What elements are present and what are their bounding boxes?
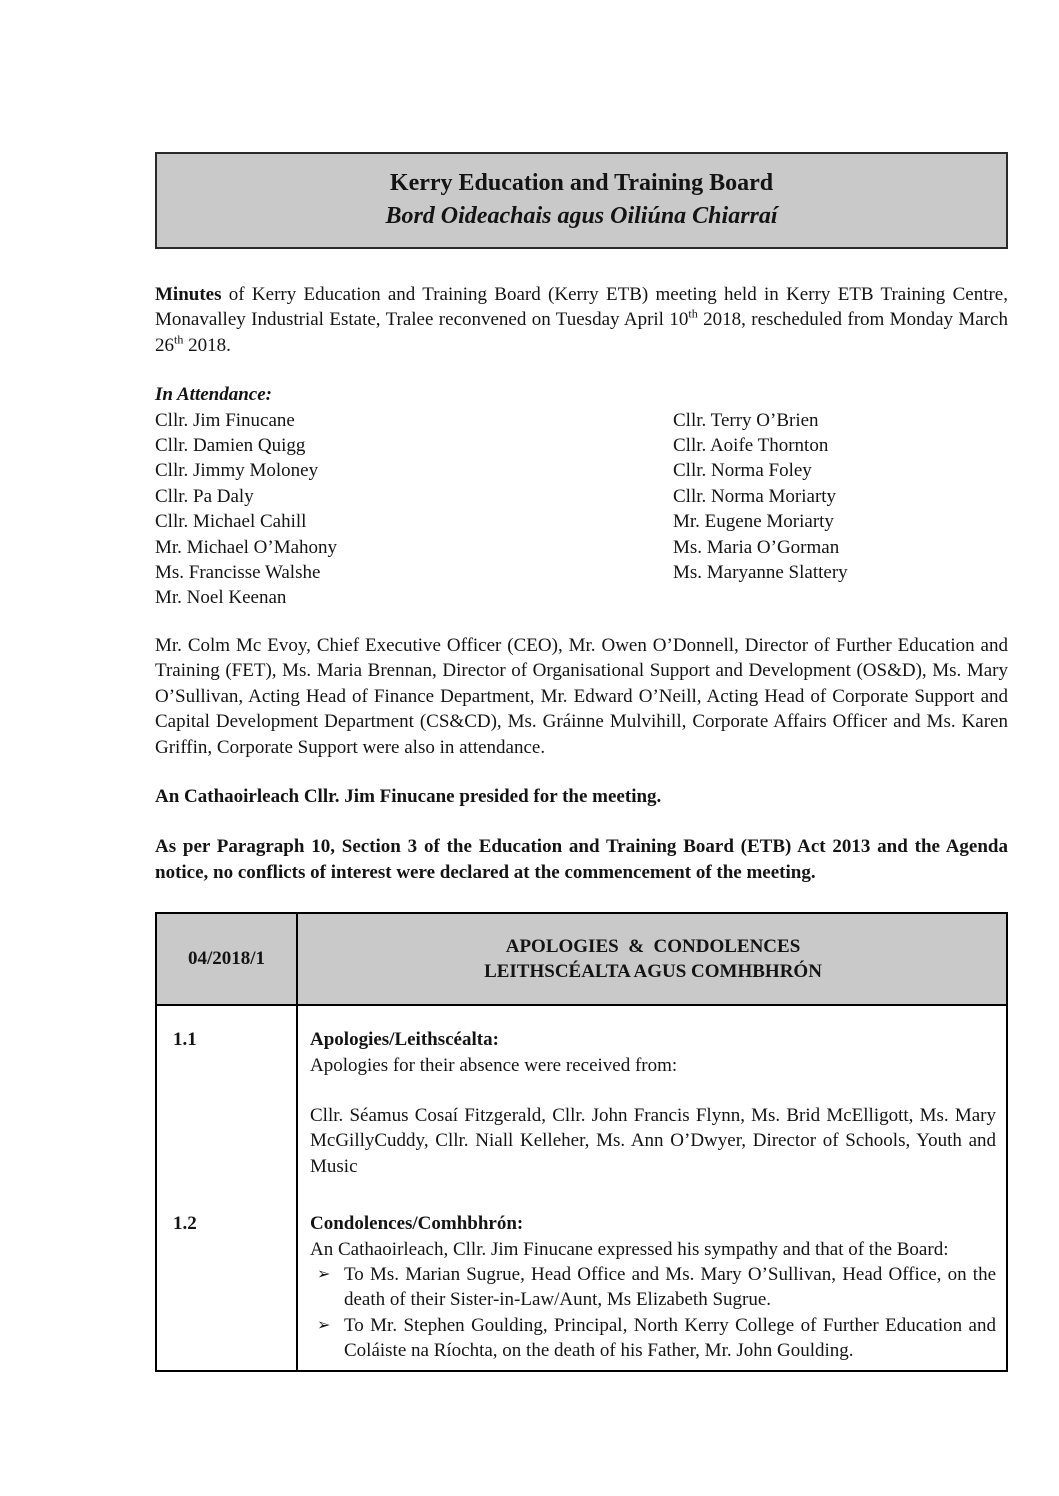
presiding-statement: An Cathaoirleach Cllr. Jim Finucane presided for the meeting. xyxy=(155,785,662,807)
intro-segment-1: of Kerry Education and Training Board (Kerry ETB) meeting held in Kerry ETB Training Centre, Monavalley Industrial Estate, Tralee reconvened on Tuesday April 10 xyxy=(155,284,1008,331)
condolence-item xyxy=(310,1313,996,1364)
condolences-heading: Condolences/Comhbhrón: xyxy=(310,1213,524,1235)
section-body xyxy=(298,1006,1006,1204)
attendee-name: Ms. Maria O’Gorman xyxy=(673,536,840,558)
ordinal-suffix-1: th xyxy=(688,307,698,322)
attendance-list xyxy=(155,408,1008,611)
attendee-name: Cllr. Terry O’Brien xyxy=(673,409,819,431)
attendee-name: Ms. Maryanne Slattery xyxy=(673,562,848,584)
attendee-name: Cllr. Norma Moriarty xyxy=(673,485,837,507)
intro-segment-2: 2018, rescheduled from Monday March 26 xyxy=(155,309,1008,356)
section-body xyxy=(298,1204,1006,1369)
apologies-names: Cllr. Séamus Cosaí Fitzgerald, Cllr. John Francis Flynn, Ms. Brid McElligott, Ms. Mary McGillyCuddy, Cllr. Niall Kelleher, Ms. Ann O’Dwyer, Director of Schools, Youth and Music xyxy=(310,1104,996,1177)
agenda-item-title xyxy=(298,914,1006,1004)
attendee-name: Ms. Francisse Walshe xyxy=(155,562,321,584)
attendance-heading: In Attendance: xyxy=(155,384,272,406)
masthead-box xyxy=(155,152,1008,249)
attendance-list-spacer xyxy=(673,585,1008,610)
condolence-text: To Mr. Stephen Goulding, Principal, North Kerry College of Further Education and Coláiste na Ríochta, on the death of his Father, Mr. John Goulding. xyxy=(344,1314,996,1362)
agenda-section-apologies xyxy=(157,1006,1006,1204)
agenda-title-irish: LEITHSCÉALTA AGUS COMHBHRÓN xyxy=(484,961,822,983)
attendee-name: Cllr. Michael Cahill xyxy=(155,511,307,533)
arrow-bullet-icon: ➢ xyxy=(317,1265,331,1283)
intro-lead-word: Minutes xyxy=(155,284,222,305)
attendee-name: Cllr. Pa Daly xyxy=(155,485,254,507)
ordinal-suffix-2: th xyxy=(174,332,184,347)
attendee-name: Mr. Noel Keenan xyxy=(155,587,287,609)
attendee-name: Mr. Eugene Moriarty xyxy=(673,511,834,533)
intro-segment-3: 2018. xyxy=(183,334,231,356)
officials-paragraph: Mr. Colm Mc Evoy, Chief Executive Officer (CEO), Mr. Owen O’Donnell, Director of Further Education and Training (FET), Ms. Maria Brennan, Director of Organisational Support and Development (OS&D), Ms. Mary O’Sullivan, Acting Head of Finance Department, Mr. Edward O’Neill, Acting Head of Corporate Support and Capital Development Department (CS&CD), Ms. Gráinne Mulvihill, Corporate Affairs Officer and Ms. Karen Griffin, Corporate Support were also in attendance. xyxy=(155,634,1008,758)
agenda-table-header-row xyxy=(157,914,1006,1006)
agenda-section-condolences xyxy=(157,1204,1006,1369)
attendee-name: Cllr. Norma Foley xyxy=(673,460,812,482)
agenda-item-ref: 04/2018/1 xyxy=(157,914,298,1004)
conflicts-statement: As per Paragraph 10, Section 3 of the Education and Training Board (ETB) Act 2013 and the Agenda notice, no conflicts of interest were declared at the commencement of the meeting. xyxy=(155,836,1008,883)
section-number: 1.1 xyxy=(157,1006,298,1204)
agenda-table xyxy=(155,912,1008,1371)
apologies-heading: Apologies/Leithscéalta: xyxy=(310,1029,499,1051)
condolence-text: To Ms. Marian Sugrue, Head Office and Ms. Mary O’Sullivan, Head Office, on the death of their Sister-in-Law/Aunt, Ms Elizabeth Sugrue. xyxy=(344,1263,996,1311)
attendee-name: Cllr. Aoife Thornton xyxy=(673,435,829,457)
attendee-name: Cllr. Jimmy Moloney xyxy=(155,460,319,482)
intro-paragraph xyxy=(155,282,1008,358)
attendee-name: Cllr. Damien Quigg xyxy=(155,435,306,457)
condolences-intro: An Cathaoirleach, Cllr. Jim Finucane expressed his sympathy and that of the Board: xyxy=(310,1238,949,1260)
document-page xyxy=(155,152,1008,1372)
masthead-title: Kerry Education and Training Board xyxy=(389,170,774,196)
arrow-bullet-icon: ➢ xyxy=(317,1316,331,1334)
condolence-item xyxy=(310,1262,996,1313)
agenda-title-english: APOLOGIES & CONDOLENCES xyxy=(505,935,801,957)
attendee-name: Cllr. Jim Finucane xyxy=(155,409,295,431)
section-number: 1.2 xyxy=(157,1204,298,1369)
apologies-intro: Apologies for their absence were received from: xyxy=(310,1054,678,1076)
attendee-name: Mr. Michael O’Mahony xyxy=(155,536,338,558)
masthead-subtitle: Bord Oideachais agus Oiliúna Chiarraí xyxy=(385,203,778,229)
